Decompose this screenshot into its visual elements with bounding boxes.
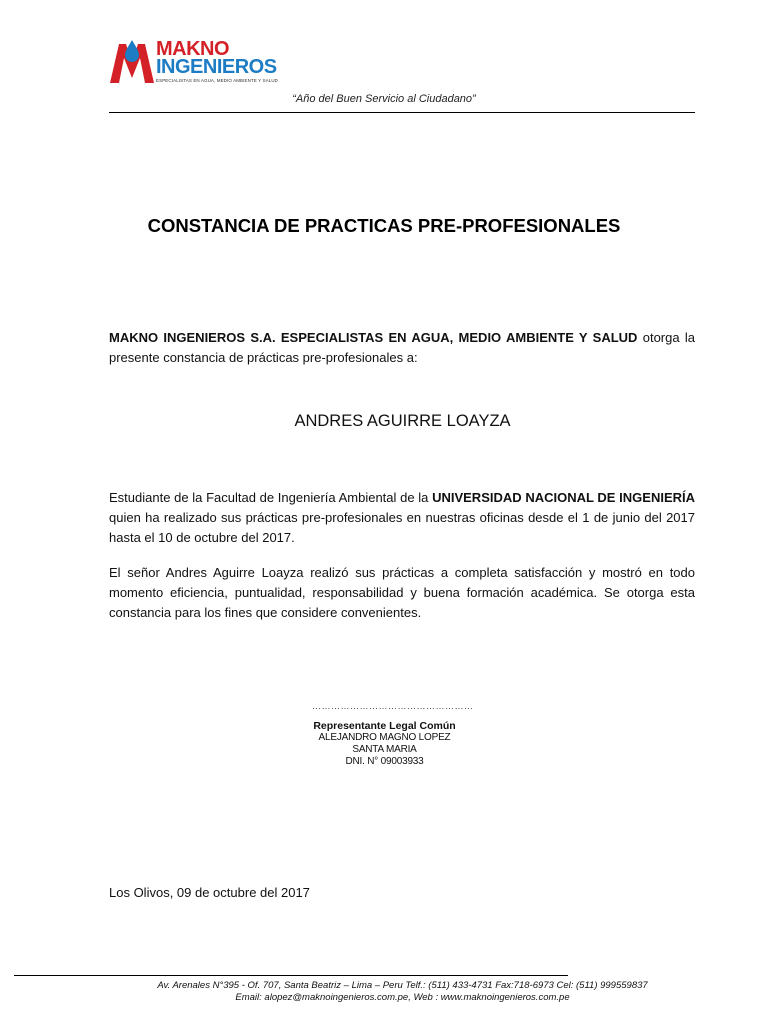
- signature-line: ……………………………………………: [312, 701, 474, 711]
- company-name: MAKNO INGENIEROS S.A. ESPECIALISTAS EN AGUA, MEDIO AMBIENTE Y SALUD: [109, 330, 638, 345]
- logo-name-line1: MAKNO: [156, 38, 230, 60]
- body1-pre: Estudiante de la Facultad de Ingeniería Ambiental de la: [109, 490, 433, 505]
- water-drop-m-icon: [109, 38, 155, 84]
- body-paragraph-2: El señor Andres Aguirre Loayza realizó sus prácticas a completa satisfacción y mostró en todo momento eficiencia, puntualidad, responsabilidad y buena formación académica. Se otorga esta constancia para los fines que considere convenientes.: [109, 565, 695, 620]
- logo-tagline: ESPECIALISTAS EN AGUA, MEDIO AMBIENTE Y SALUD: [156, 78, 279, 83]
- footer-contact: [0, 980, 768, 1004]
- body1-post: quien ha realizado sus prácticas pre-profesionales en nuestras oficinas desde el 1 de junio del 2017 hasta el 10 de octubre del 2017.: [109, 510, 695, 545]
- university-name: UNIVERSIDAD NACIONAL DE INGENIERÍA: [432, 490, 695, 505]
- recipient-name: ANDRES AGUIRRE LOAYZA: [294, 412, 511, 430]
- footer-email-web: Email: alopez@maknoingenieros.com.pe, Web : www.maknoingenieros.com.pe: [235, 992, 570, 1003]
- footer-divider: [14, 975, 568, 976]
- signature-block: [312, 700, 474, 768]
- logo-name-line2: INGENIEROS: [156, 56, 277, 78]
- footer-address: Av. Arenales N°395 - Of. 707, Santa Beatriz – Lima – Peru Telf.: (511) 433-4731 Fax:718-6973 Cel: (511) 999559837: [157, 980, 648, 991]
- year-motto: “Año del Buen Servicio al Ciudadano”: [292, 93, 476, 105]
- signer-dni: DNI. N° 09003933: [345, 756, 424, 767]
- document-title: CONSTANCIA DE PRACTICAS PRE-PROFESIONALES: [147, 215, 621, 236]
- header-divider: [109, 112, 695, 113]
- intro-text: otorga la presente constancia de prácticas pre-profesionales a:: [109, 330, 696, 365]
- signer-name-line1: ALEJANDRO MAGNO LOPEZ: [318, 732, 451, 743]
- body-paragraph-1: [109, 488, 695, 548]
- signer-role: Representante Legal Común: [313, 720, 456, 732]
- signer-name-line2: SANTA MARIA: [352, 744, 417, 755]
- intro-paragraph: [109, 328, 695, 368]
- company-logo: [109, 38, 279, 88]
- place-and-date: Los Olivos, 09 de octubre del 2017: [109, 885, 310, 900]
